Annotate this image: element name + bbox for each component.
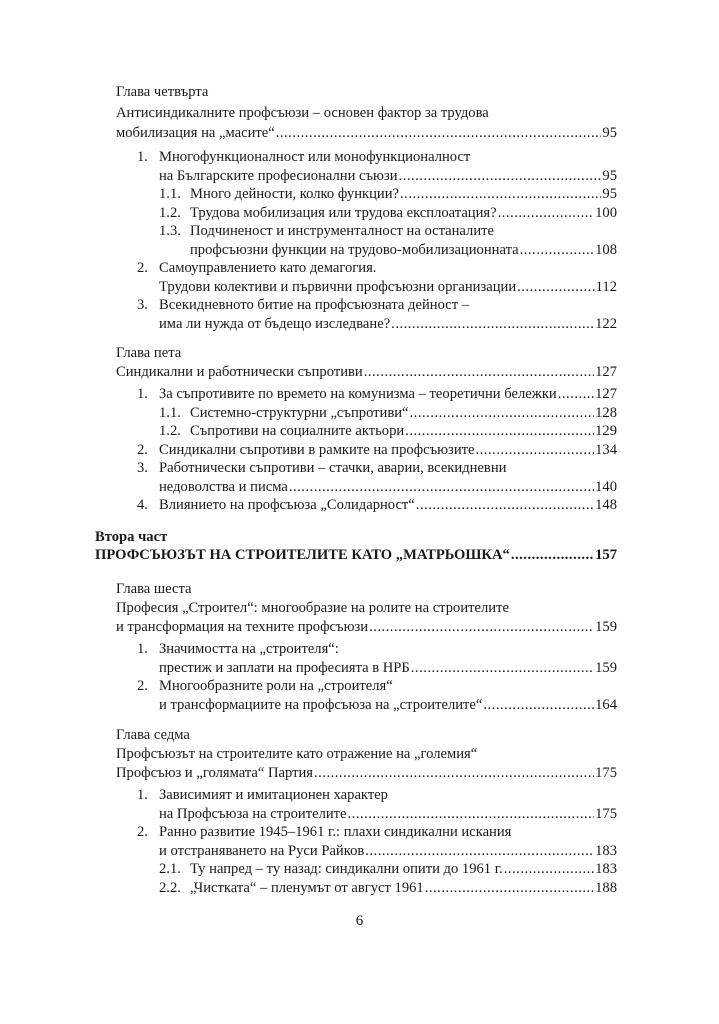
- item-title-line-2: недоволства и писма: [159, 479, 288, 495]
- chapter-7-page: 175: [595, 765, 617, 781]
- item-number: 2.2.: [159, 880, 181, 896]
- item-number: 2.1.: [159, 861, 181, 877]
- toc-item-6-2[interactable]: [137, 677, 393, 695]
- toc-item-4-3-cont[interactable]: [159, 315, 617, 333]
- item-number: 2.: [137, 824, 148, 840]
- item-page: 95: [602, 168, 617, 184]
- item-page: 108: [595, 242, 617, 258]
- item-page: 134: [595, 442, 617, 458]
- toc-item-7-2[interactable]: [137, 823, 511, 841]
- toc-item-5-4[interactable]: [137, 496, 617, 514]
- item-page: 159: [595, 660, 617, 676]
- item-page: 175: [595, 806, 617, 822]
- item-title-line-1: Самоуправлението като демагогия.: [159, 260, 377, 276]
- item-title-line-1: Ранно развитие 1945–1961 г.: плахи синдикални искания: [159, 824, 512, 840]
- item-number: 1.: [137, 149, 148, 165]
- item-number: 2.: [137, 442, 148, 458]
- item-number: 1.1.: [159, 186, 181, 202]
- item-title-line-1: Всекидневното битие на профсъюзната дейност –: [159, 297, 470, 313]
- item-number: 1.2.: [159, 205, 181, 221]
- chapter-5-heading: Глава пета: [116, 345, 182, 361]
- item-number: 1.1.: [159, 405, 181, 421]
- item-title: Трудова мобилизация или трудова експлоатация?: [190, 205, 497, 221]
- item-title-line-2: Трудови колективи и първични профсъюзни организации: [159, 279, 517, 295]
- toc-item-4-1-cont[interactable]: [159, 167, 617, 185]
- item-page: 183: [595, 861, 617, 877]
- toc-item-7-1-cont[interactable]: [159, 805, 617, 823]
- item-title: Синдикални съпротиви в рамките на профсъюзите: [159, 442, 475, 458]
- toc-item-7-2-cont[interactable]: [159, 842, 617, 860]
- item-title: За съпротивите по времето на комунизма – теоретични бележки: [159, 386, 557, 402]
- leader-dots: [399, 167, 602, 185]
- toc-item-5-1-1[interactable]: [159, 404, 617, 422]
- part-2-entry[interactable]: [95, 546, 617, 564]
- part-2-title: ПРОФСЪЮЗЪТ НА СТРОИТЕЛИТЕ КАТО „МАТРЬОШКА“: [95, 547, 510, 563]
- item-title-line-1: Зависимият и имитационен характер: [159, 787, 388, 803]
- chapter-4-heading: Глава четвърта: [116, 84, 209, 100]
- item-page: 127: [595, 386, 617, 402]
- item-page: 122: [595, 316, 617, 332]
- toc-item-4-2[interactable]: [137, 259, 376, 277]
- item-page: 95: [602, 186, 617, 202]
- chapter-6-title-line-1: Професия „Строител“: многообразие на ролите на строителите: [116, 600, 509, 616]
- item-number: 3.: [137, 460, 148, 476]
- item-number: 3.: [137, 297, 148, 313]
- page-number: 6: [355, 913, 364, 929]
- chapter-4-title-line-1: Антисиндикалните профсъюзи – основен фактор за трудова: [116, 105, 489, 121]
- leader-dots: [365, 842, 594, 860]
- toc-item-4-1-2[interactable]: [159, 204, 617, 222]
- item-title: Ту напред – ту назад: синдикални опити до 1961 г.: [190, 861, 503, 877]
- item-page: 148: [595, 497, 617, 513]
- leader-dots: [276, 124, 602, 142]
- chapter-4-page: 95: [602, 125, 617, 141]
- chapter-5-title: Синдикални и работнически съпротиви: [116, 364, 363, 380]
- toc-item-5-1-2[interactable]: [159, 422, 617, 440]
- item-page: 100: [595, 205, 617, 221]
- item-title-line-2: на Профсъюза на строителите: [159, 806, 347, 822]
- chapter-6-page: 159: [595, 619, 617, 635]
- leader-dots: [391, 315, 594, 333]
- item-title-line-1: Многообразните роли на „строителя“: [159, 678, 393, 694]
- leader-dots: [504, 860, 594, 878]
- leader-dots: [411, 659, 594, 677]
- leader-dots: [520, 241, 595, 259]
- chapter-7-title-line-2: Профсъюз и „голямата“ Партия: [116, 765, 314, 781]
- chapter-6-title-line-2: и трансформация на техните профсъюзи: [116, 619, 369, 635]
- chapter-6-heading: Глава шеста: [116, 581, 192, 597]
- toc-item-5-3-cont[interactable]: [159, 478, 617, 496]
- leader-dots: [405, 422, 594, 440]
- item-number: 1.2.: [159, 423, 181, 439]
- toc-item-4-1-3[interactable]: [159, 222, 494, 240]
- item-number: 1.: [137, 641, 148, 657]
- leader-dots: [369, 618, 594, 636]
- leader-dots: [498, 204, 594, 222]
- chapter-6-entry[interactable]: [116, 618, 617, 636]
- part-2-label: Втора част: [95, 529, 168, 545]
- item-title: Системно-структурни „съпротиви“: [190, 405, 409, 421]
- chapter-7-heading: Глава седма: [116, 727, 190, 743]
- item-number: 4.: [137, 497, 148, 513]
- item-title-line-1: Значимостта на „строителя“:: [159, 641, 339, 657]
- chapter-4-title-line-2: мобилизация на „масите“: [116, 125, 275, 141]
- toc-item-7-1[interactable]: [137, 786, 388, 804]
- item-page: 183: [595, 843, 617, 859]
- item-number: 1.: [137, 787, 148, 803]
- item-title: Много дейности, колко функции?: [190, 186, 400, 202]
- item-number: 1.3.: [159, 223, 181, 239]
- item-page: 140: [595, 479, 617, 495]
- leader-dots: [425, 879, 594, 897]
- item-number: 1.: [137, 386, 148, 402]
- leader-dots: [558, 385, 594, 403]
- leader-dots: [364, 363, 594, 381]
- leader-dots: [511, 546, 594, 564]
- toc-item-4-1-1[interactable]: [159, 185, 617, 203]
- toc-item-5-1[interactable]: [137, 385, 617, 403]
- item-title-line-2: и отстраняването на Руси Райков: [159, 843, 365, 859]
- item-title: „Чистката“ – пленумът от август 1961: [190, 880, 424, 896]
- item-number: 2.: [137, 260, 148, 276]
- leader-dots: [416, 496, 594, 514]
- item-page: 164: [595, 697, 617, 713]
- toc-item-6-1[interactable]: [137, 640, 339, 658]
- chapter-7-entry[interactable]: [116, 764, 617, 782]
- toc-item-4-1[interactable]: [137, 148, 470, 166]
- toc-item-5-3[interactable]: [137, 459, 506, 477]
- toc-item-5-2[interactable]: [137, 441, 617, 459]
- leader-dots: [314, 764, 594, 782]
- toc-item-4-1-3-cont[interactable]: [190, 241, 617, 259]
- chapter-5-entry[interactable]: [116, 363, 617, 381]
- part-2-page: 157: [595, 547, 617, 563]
- item-page: 128: [595, 405, 617, 421]
- item-title: Съпротиви на социалните актьори: [190, 423, 405, 439]
- toc-item-6-2-cont[interactable]: [159, 696, 617, 714]
- leader-dots: [476, 441, 595, 459]
- leader-dots: [348, 805, 595, 823]
- leader-dots: [483, 696, 594, 714]
- item-title-line-2: има ли нужда от бъдещо изследване?: [159, 316, 391, 332]
- item-title-line-2: и трансформациите на профсъюза на „строителите“: [159, 697, 483, 713]
- item-page: 188: [595, 880, 617, 896]
- item-title: Влиянието на профсъюза „Солидарност“: [159, 497, 415, 513]
- item-number: 2.: [137, 678, 148, 694]
- item-page: 129: [595, 423, 617, 439]
- item-title-line-2: профсъюзни функции на трудово-мобилизационната: [190, 242, 519, 258]
- chapter-5-page: 127: [595, 364, 617, 380]
- leader-dots: [289, 478, 594, 496]
- toc-item-7-2-2[interactable]: [159, 879, 617, 897]
- item-title-line-1: Подчиненост и инструменталност на останалите: [190, 223, 494, 239]
- leader-dots: [410, 404, 595, 422]
- chapter-7-title-line-1: Профсъюзът на строителите като отражение на „големия“: [116, 746, 478, 762]
- item-title-line-2: на Българските професионални съюзи: [159, 168, 398, 184]
- toc-item-4-2-cont[interactable]: [159, 278, 617, 296]
- item-title-line-2: престиж и заплати на професията в НРБ: [159, 660, 410, 676]
- chapter-4-entry[interactable]: [116, 124, 617, 142]
- item-page: 112: [595, 279, 617, 295]
- leader-dots: [517, 278, 594, 296]
- toc-item-6-1-cont[interactable]: [159, 659, 617, 677]
- item-title-line-1: Многофункционалност или монофункционалност: [159, 149, 471, 165]
- item-title-line-1: Работнически съпротиви – стачки, аварии, всекидневни: [159, 460, 507, 476]
- leader-dots: [400, 185, 601, 203]
- toc-item-7-2-1[interactable]: [159, 860, 617, 878]
- toc-item-4-3[interactable]: [137, 296, 469, 314]
